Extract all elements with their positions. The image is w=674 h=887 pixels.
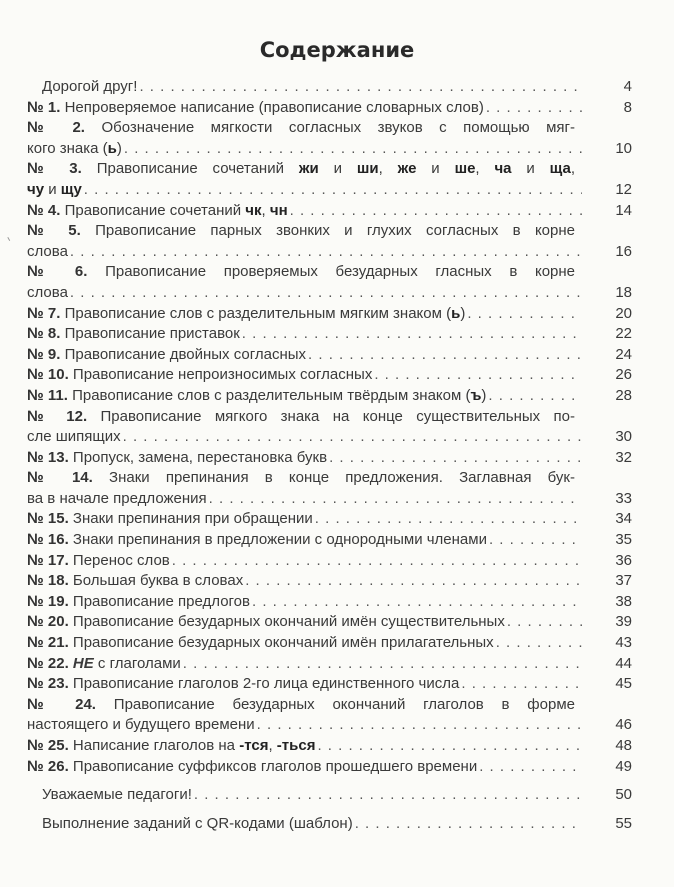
emphasized-text: ча xyxy=(494,160,512,178)
entry-text: Правописание безударных окончаний имён существительных xyxy=(72,613,505,631)
emphasized-text: -ться xyxy=(276,737,316,754)
entry-number: № 1. xyxy=(27,98,61,116)
toc-line-text xyxy=(27,324,240,345)
emphasized-text: щу xyxy=(60,180,82,198)
entry-text: ) xyxy=(460,304,466,322)
entry-text: Большая буква в словах xyxy=(72,572,244,590)
toc-entry xyxy=(27,448,632,469)
toc-entry xyxy=(27,262,632,303)
page-number: 39 xyxy=(615,613,632,631)
page-title: Содержание xyxy=(259,38,415,62)
entry-number: № 18. xyxy=(27,572,69,590)
toc-line-text xyxy=(27,283,68,304)
toc-line-text xyxy=(27,757,477,778)
toc-entry xyxy=(27,304,632,325)
toc-line xyxy=(27,180,632,201)
toc-entry xyxy=(27,365,632,386)
entry-number: № 5. xyxy=(27,222,81,240)
page-number: 50 xyxy=(615,786,632,804)
toc-entry xyxy=(27,571,632,592)
page-number: 43 xyxy=(615,634,632,652)
toc-line xyxy=(27,118,575,139)
emphasized-text: -тся xyxy=(239,737,269,754)
toc-line-text xyxy=(27,242,68,263)
entry-number: № 23. xyxy=(27,675,69,693)
entry-number: № 24. xyxy=(27,695,96,713)
page-number: 46 xyxy=(615,716,632,734)
page-number: 49 xyxy=(615,757,632,775)
toc-line-text xyxy=(27,696,575,713)
entry-number: № 8. xyxy=(27,325,61,343)
toc-line-text xyxy=(27,304,465,325)
entry-text: слова xyxy=(27,283,68,301)
toc-line-text xyxy=(27,654,181,675)
toc-line xyxy=(27,757,632,778)
entry-text: Правописание глаголов 2-го лица единственного числа xyxy=(72,675,460,693)
entry-text: Правописание слов с разделительным твёрдым знаком ( xyxy=(72,386,471,404)
toc-entry xyxy=(27,118,632,159)
entry-number: № 2. xyxy=(27,119,85,137)
page-number: 32 xyxy=(615,448,632,466)
dot-leader xyxy=(137,77,582,98)
page-number: 10 xyxy=(615,139,632,157)
dot-leader xyxy=(459,674,582,695)
dot-leader xyxy=(477,757,582,778)
toc-line-text xyxy=(27,612,505,633)
toc-line xyxy=(27,242,632,263)
toc-entry xyxy=(27,468,632,509)
toc-line xyxy=(27,262,575,283)
toc-entry xyxy=(27,785,632,806)
dot-leader xyxy=(353,814,582,835)
entry-number: № 17. xyxy=(27,551,69,569)
dot-leader xyxy=(181,654,582,675)
toc-entry xyxy=(27,695,632,736)
toc-line-text xyxy=(27,715,255,736)
emphasized-text: ща xyxy=(549,160,571,178)
entry-text: , xyxy=(475,160,495,178)
entry-text: Уважаемые педагоги! xyxy=(42,786,192,804)
page-number: 26 xyxy=(615,366,632,384)
toc-entry xyxy=(27,509,632,530)
entry-text: Пропуск, замена, перестановка букв xyxy=(72,448,328,466)
toc-entry xyxy=(27,201,632,222)
toc-line xyxy=(27,365,632,386)
entry-text: и xyxy=(416,160,455,178)
toc-entry xyxy=(27,221,632,262)
emphasized-text: ь xyxy=(107,139,117,157)
dot-leader xyxy=(243,571,582,592)
toc-line xyxy=(27,324,632,345)
dot-leader xyxy=(240,324,582,345)
page-number: 35 xyxy=(615,531,632,549)
entry-text: Обозначение мягкости согласных звуков с помощью мяг- xyxy=(101,119,575,137)
entry-number: № 26. xyxy=(27,757,69,775)
entry-text: , xyxy=(261,201,270,219)
toc-line-text xyxy=(27,222,575,239)
toc-line xyxy=(27,386,632,407)
toc-entry xyxy=(27,654,632,675)
toc-line xyxy=(27,571,632,592)
emphasized-text: ъ xyxy=(470,386,482,404)
dot-leader xyxy=(255,715,582,736)
page-number: 8 xyxy=(623,98,632,116)
entry-number: № 13. xyxy=(27,448,69,466)
entry-text: с глаголами xyxy=(93,654,181,672)
toc-line xyxy=(27,98,632,119)
entry-text: Правописание проверяемых безударных гласных в корне xyxy=(105,263,575,281)
dot-leader xyxy=(68,283,582,304)
dot-leader xyxy=(82,180,582,201)
entry-number: № 25. xyxy=(27,737,69,754)
toc-entry xyxy=(27,592,632,613)
toc-line xyxy=(27,715,632,736)
emphasized-text: ши xyxy=(356,160,379,178)
toc-line-text xyxy=(27,263,575,280)
entry-number: № 10. xyxy=(27,366,69,384)
toc-line-text xyxy=(27,551,170,572)
toc-line xyxy=(27,551,632,572)
page-number: 4 xyxy=(623,78,632,95)
entry-number: № 9. xyxy=(27,345,61,363)
emphasized-text: ь xyxy=(451,304,461,322)
entry-text: ва в начале предложения xyxy=(27,489,207,507)
entry-text: Правописание двойных согласных xyxy=(64,345,307,363)
toc-line xyxy=(27,201,632,222)
page-number: 34 xyxy=(615,510,632,528)
toc-line xyxy=(27,407,575,428)
toc-line-text xyxy=(27,592,250,613)
toc-line xyxy=(27,814,632,835)
entry-text: и xyxy=(511,160,550,178)
dot-leader xyxy=(288,201,582,222)
toc-line-text xyxy=(42,814,353,835)
toc-line-text xyxy=(27,448,327,469)
toc-line xyxy=(27,530,632,551)
toc-entry xyxy=(27,551,632,572)
entry-text: Перенос слов xyxy=(72,551,170,569)
entry-text: Правописание сочетаний xyxy=(96,160,299,178)
page-number: 22 xyxy=(615,325,632,343)
entry-text: настоящего и будущего времени xyxy=(27,716,255,734)
toc-line xyxy=(27,221,575,242)
entry-text: , xyxy=(570,160,575,178)
entry-text: Правописание слов с разделительным мягким знаком ( xyxy=(64,304,452,322)
toc-line-text xyxy=(27,571,243,592)
entry-text: Правописание непроизносимых согласных xyxy=(72,366,373,384)
toc-line-text xyxy=(27,427,121,448)
page-number: 45 xyxy=(615,675,632,693)
dot-leader xyxy=(250,592,582,613)
entry-text: Непроверяемое написание (правописание словарных слов) xyxy=(64,98,484,116)
toc-line-text xyxy=(27,489,207,510)
table-of-contents xyxy=(27,77,632,834)
entry-number: № 4. xyxy=(27,201,61,219)
toc-line xyxy=(27,139,632,160)
entry-text: сле шипящих xyxy=(27,428,121,446)
toc-line-text xyxy=(27,160,575,177)
entry-text: Знаки препинания в конце предложения. Заглавная бук- xyxy=(109,469,575,487)
toc-line xyxy=(27,592,632,613)
toc-line xyxy=(27,468,575,489)
entry-text: и xyxy=(44,180,61,198)
page-number: 55 xyxy=(615,814,632,832)
page-number: 48 xyxy=(615,737,632,754)
toc-line xyxy=(27,345,632,366)
dot-leader xyxy=(505,612,582,633)
entry-text: ) xyxy=(116,139,122,157)
toc-line xyxy=(27,489,632,510)
entry-text: , xyxy=(378,160,398,178)
emphasized-text: же xyxy=(397,160,417,178)
toc-line-text xyxy=(27,139,122,160)
toc-line-text xyxy=(27,509,313,530)
dot-leader xyxy=(372,365,582,386)
dot-leader xyxy=(313,509,582,530)
toc-entry xyxy=(27,674,632,695)
page-number: 14 xyxy=(615,201,632,219)
toc-line-text xyxy=(27,119,575,136)
entry-text: кого знака ( xyxy=(27,139,108,157)
toc-line xyxy=(27,283,632,304)
entry-number: № 20. xyxy=(27,613,69,631)
toc-entry xyxy=(27,98,632,119)
page-number: 38 xyxy=(615,592,632,610)
toc-entry xyxy=(27,77,632,98)
dot-leader xyxy=(486,386,582,407)
dot-leader xyxy=(327,448,582,469)
entry-text: Правописание предлогов xyxy=(72,592,250,610)
toc-entry xyxy=(27,386,632,407)
entry-text: ) xyxy=(481,386,487,404)
entry-text: Правописание сочетаний xyxy=(64,201,246,219)
toc-line xyxy=(27,77,632,98)
entry-number: № 7. xyxy=(27,304,61,322)
entry-text: и xyxy=(318,160,357,178)
entry-text: Знаки препинания в предложении с однородными членами xyxy=(72,531,487,549)
emphasized-text: чк xyxy=(245,201,262,219)
entry-text: Выполнение заданий с QR-кодами (шаблон) xyxy=(42,814,353,832)
toc-line-text xyxy=(27,674,459,695)
toc-line-text xyxy=(42,77,137,98)
scan-mark xyxy=(7,235,13,241)
toc-line xyxy=(27,448,632,469)
toc-entry xyxy=(27,345,632,366)
toc-entry xyxy=(27,530,632,551)
toc-entry xyxy=(27,814,632,835)
toc-entry xyxy=(27,736,632,757)
dot-leader xyxy=(207,489,582,510)
page-number: 18 xyxy=(615,283,632,301)
emphasized-text: НЕ xyxy=(72,654,94,672)
page-number: 16 xyxy=(615,242,632,260)
toc-line-text xyxy=(27,180,82,201)
page-number: 36 xyxy=(615,551,632,569)
page-number: 28 xyxy=(615,386,632,404)
toc-line-text xyxy=(42,785,192,806)
dot-leader xyxy=(122,139,582,160)
toc-line-text xyxy=(27,98,484,119)
toc-line-text xyxy=(27,386,486,407)
entry-number: № 11. xyxy=(27,386,68,404)
page-number: 44 xyxy=(615,654,632,672)
entry-text: Знаки препинания при обращении xyxy=(72,510,313,528)
page-number: 20 xyxy=(615,304,632,322)
page-number: 12 xyxy=(615,180,632,198)
toc-line-text xyxy=(27,633,494,654)
toc-line-text xyxy=(27,408,575,425)
dot-leader xyxy=(170,551,582,572)
toc-line xyxy=(27,159,575,180)
entry-number: № 6. xyxy=(27,263,88,281)
entry-text: Правописание безударных окончаний глаголов в форме xyxy=(113,695,575,713)
toc-line xyxy=(27,612,632,633)
entry-text: Правописание мягкого знака на конце существительных по- xyxy=(100,407,575,425)
page-number: 33 xyxy=(615,489,632,507)
entry-number: № 12. xyxy=(27,407,88,425)
entry-number: № 21. xyxy=(27,634,69,652)
dot-leader xyxy=(484,98,582,119)
toc-line-text xyxy=(27,530,487,551)
toc-line-text xyxy=(27,736,315,757)
entry-number: № 16. xyxy=(27,531,69,549)
emphasized-text: ше xyxy=(454,160,476,178)
dot-leader xyxy=(494,633,582,654)
toc-line xyxy=(27,427,632,448)
toc-line xyxy=(27,674,632,695)
dot-leader xyxy=(315,736,582,757)
dot-leader xyxy=(487,530,582,551)
toc-entry xyxy=(27,407,632,448)
toc-line xyxy=(27,736,632,757)
entry-text: Правописание суффиксов глаголов прошедшего времени xyxy=(72,757,478,775)
entry-number: № 3. xyxy=(27,160,82,178)
entry-text: Написание глаголов на xyxy=(72,737,240,754)
toc-line xyxy=(27,304,632,325)
emphasized-text: чн xyxy=(269,201,288,219)
entry-text: Правописание парных звонких и глухих согласных в корне xyxy=(95,222,575,240)
page-number: 37 xyxy=(615,572,632,590)
toc-line xyxy=(27,695,575,716)
dot-leader xyxy=(121,427,582,448)
entry-text: Правописание приставок xyxy=(64,325,240,343)
entry-text: Правописание безударных окончаний имён прилагательных xyxy=(72,634,494,652)
toc-line xyxy=(27,654,632,675)
toc-entry xyxy=(27,324,632,345)
toc-entry xyxy=(27,159,632,200)
toc-line-text xyxy=(27,345,306,366)
toc-line xyxy=(27,785,632,806)
toc-line xyxy=(27,509,632,530)
entry-number: № 22. xyxy=(27,654,69,672)
toc-line-text xyxy=(27,469,575,486)
entry-number: № 15. xyxy=(27,510,69,528)
toc-line xyxy=(27,633,632,654)
entry-number: № 14. xyxy=(27,469,93,487)
emphasized-text: жи xyxy=(298,160,319,178)
emphasized-text: чу xyxy=(27,180,45,198)
entry-text: слова xyxy=(27,242,68,260)
toc-line-text xyxy=(27,201,288,222)
toc-entry xyxy=(27,633,632,654)
entry-number: № 19. xyxy=(27,592,69,610)
entry-text: Дорогой друг! xyxy=(42,78,138,95)
dot-leader xyxy=(465,304,582,325)
dot-leader xyxy=(306,345,582,366)
page-number: 24 xyxy=(615,345,632,363)
dot-leader xyxy=(68,242,582,263)
dot-leader xyxy=(192,785,582,806)
toc-entry xyxy=(27,612,632,633)
toc-line-text xyxy=(27,365,372,386)
page-number: 30 xyxy=(615,428,632,446)
toc-entry xyxy=(27,757,632,778)
entry-text: , xyxy=(268,737,277,754)
